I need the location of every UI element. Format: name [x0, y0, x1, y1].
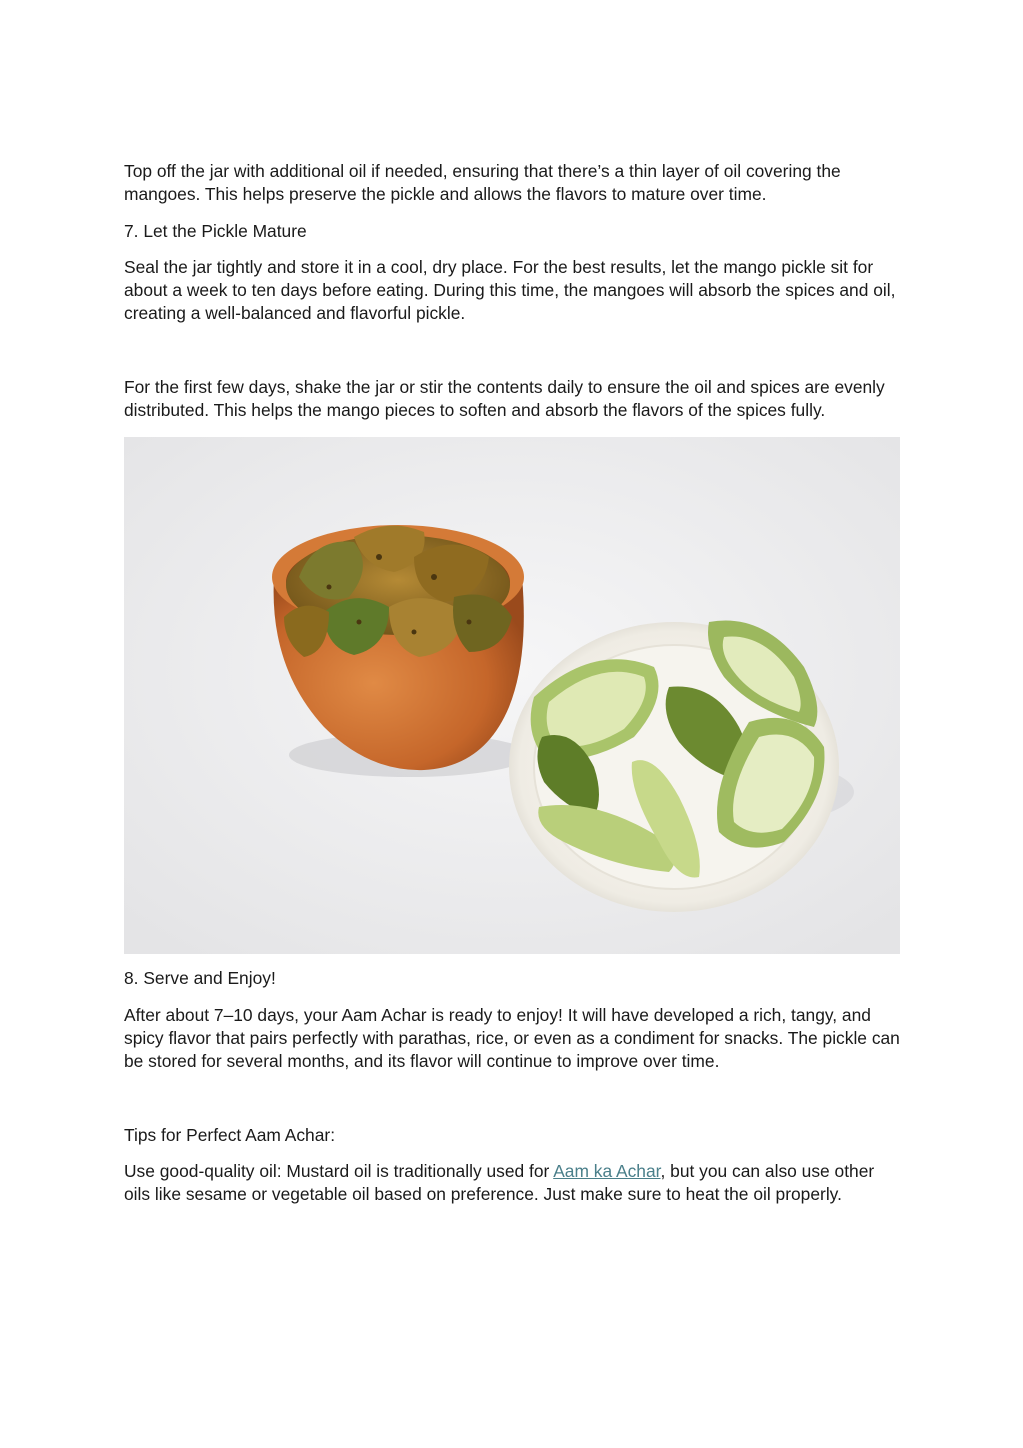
paragraph-serve-enjoy: After about 7–10 days, your Aam Achar is ready to enjoy! It will have developed a rich, tangy, and spicy flavor that pairs perfectly with parathas, rice, or even as a condiment for snacks. The pickle can be stored for several months, and its flavor will continue to improve over time.: [124, 1004, 900, 1072]
paragraph-shake-jar: For the first few days, shake the jar or stir the contents daily to ensure the oil and spices are evenly distributed. This helps the mango pieces to soften and absorb the flavors of the spices fully.: [124, 376, 885, 421]
document-page: [124, 160, 904, 1206]
tip-oil-text-after: , but you can also use other oils like sesame or vegetable oil based on preference. Just make sure to heat the oil properly.: [124, 1160, 875, 1205]
paragraph-tip-oil: [124, 1160, 904, 1207]
paragraph-top-off-jar: Top off the jar with additional oil if needed, ensuring that there’s a thin layer of oil covering the mangoes. This helps preserve the pickle and allows the flavors to mature over time.: [124, 161, 841, 205]
tips-heading: Tips for Perfect Aam Achar:: [124, 1124, 336, 1145]
mango-pickle-photo: [124, 437, 900, 954]
paragraph-seal-jar: Seal the jar tightly and store it in a cool, dry place. For the best results, let the mango pickle sit for about a week to ten days before eating. During this time, the mangoes will absorb the spices and oil, creating a well-balanced and flavorful pickle.: [124, 256, 896, 324]
aam-ka-achar-link[interactable]: Aam ka Achar: [553, 1160, 661, 1181]
step-7-heading: 7. Let the Pickle Mature: [124, 220, 307, 241]
step-8-heading: 8. Serve and Enjoy!: [124, 968, 276, 989]
tip-oil-text-before: Use good-quality oil: Mustard oil is traditionally used for: [124, 1160, 554, 1181]
